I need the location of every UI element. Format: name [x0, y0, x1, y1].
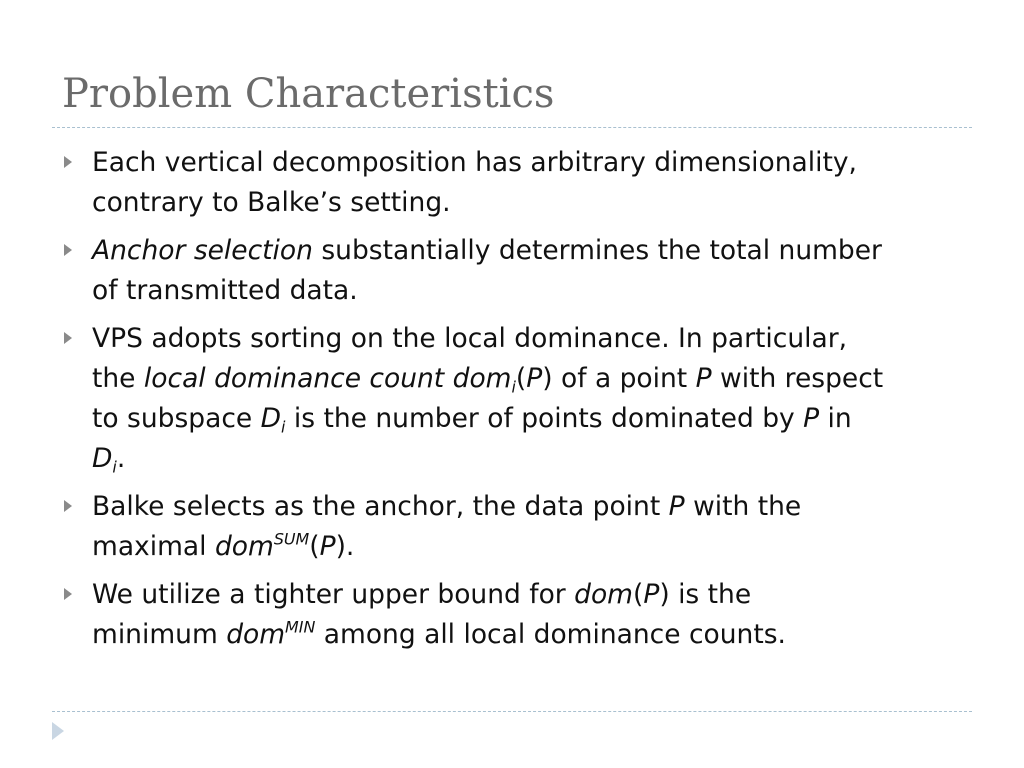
text: Each vertical decomposition has arbitrary dimensionality, — [92, 147, 857, 178]
bullet-line — [92, 319, 962, 359]
bullet-line — [92, 487, 962, 527]
text: contrary to Balke’s setting. — [92, 187, 451, 218]
subscript-text: i — [511, 377, 516, 397]
bullet-item — [62, 487, 962, 567]
superscript-text: MIN — [285, 617, 316, 637]
bullet-item — [62, 575, 962, 655]
math-var: D — [260, 403, 282, 434]
text: of transmitted data. — [92, 275, 358, 306]
math-var: D — [92, 443, 113, 474]
triangle-right-icon[interactable] — [52, 722, 64, 740]
math-var: P — [319, 531, 336, 562]
italic-term: Anchor selection — [92, 235, 313, 266]
triangle-right-icon — [64, 332, 72, 344]
math-var: P — [643, 579, 660, 610]
bullet-line — [92, 615, 962, 655]
text: Balke selects as the anchor, the data point — [92, 491, 669, 522]
superscript-text: SUM — [273, 529, 310, 549]
bullet-line — [92, 399, 962, 439]
bullet-line — [92, 183, 962, 223]
text: with respect — [711, 363, 884, 394]
text: the — [92, 363, 144, 394]
text: to subspace — [92, 403, 261, 434]
text: is the number of points dominated by — [285, 403, 804, 434]
text: in — [819, 403, 852, 434]
text: ) of a point — [542, 363, 696, 394]
bullet-list — [62, 143, 962, 663]
superscript — [285, 618, 315, 637]
triangle-right-icon — [64, 244, 72, 256]
italic-term: local dominance count dom — [143, 363, 512, 394]
bullet-line — [92, 143, 962, 183]
math-var: P — [803, 403, 820, 434]
text: We utilize a tighter upper bound for — [92, 579, 575, 610]
text: VPS adopts sorting on the local dominance. In particular, — [92, 323, 848, 354]
footer-divider — [52, 711, 972, 712]
triangle-right-icon — [64, 500, 72, 512]
bullet-item — [62, 231, 962, 311]
math-var: dom — [574, 579, 633, 610]
slide-title: Problem Characteristics — [62, 71, 555, 117]
bullet-line — [92, 575, 962, 615]
math-var: P — [668, 491, 685, 522]
text: ( — [515, 363, 527, 394]
text: ( — [309, 531, 320, 562]
bullet-line — [92, 527, 962, 567]
math-var: dom — [214, 531, 274, 562]
math-var: dom — [226, 619, 286, 650]
math-var: P — [695, 363, 712, 394]
triangle-right-icon — [64, 588, 72, 600]
title-divider — [52, 127, 972, 128]
text: among all local dominance counts. — [315, 619, 786, 650]
text: substantially determines the total number — [312, 235, 882, 266]
subscript-text: i — [112, 457, 117, 477]
bullet-line — [92, 439, 962, 479]
text: with the — [684, 491, 802, 522]
bullet-line — [92, 231, 962, 271]
text: maximal — [92, 531, 215, 562]
text: minimum — [92, 619, 227, 650]
subscript-text: i — [281, 417, 286, 437]
bullet-line — [92, 271, 962, 311]
text: ) is the — [659, 579, 752, 610]
bullet-item — [62, 143, 962, 223]
text: ). — [335, 531, 355, 562]
bullet-line — [92, 359, 962, 399]
text: ( — [632, 579, 644, 610]
triangle-right-icon — [64, 156, 72, 168]
math-var: P — [526, 363, 543, 394]
superscript — [274, 530, 309, 549]
bullet-item — [62, 319, 962, 479]
text: . — [116, 443, 126, 474]
